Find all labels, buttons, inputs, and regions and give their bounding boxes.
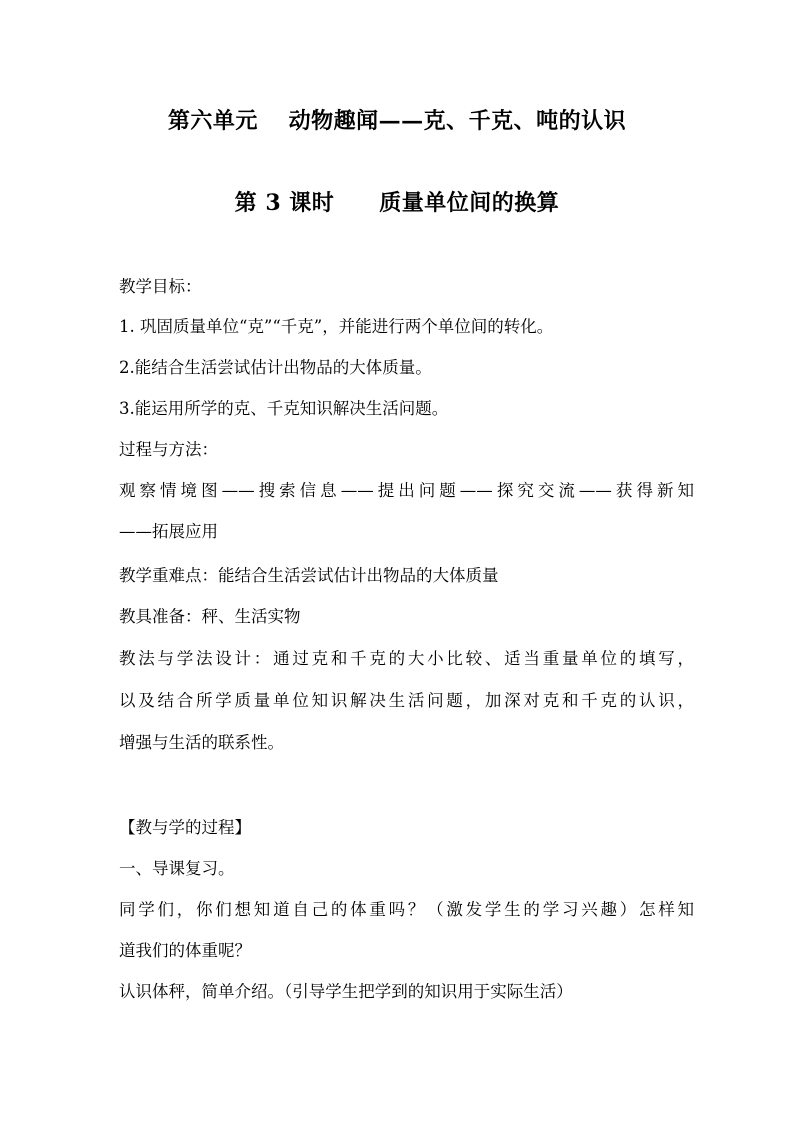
process-method-line-1: 观察情境图——搜索信息——提出问题——探究交流——获得新知: [119, 481, 694, 500]
process-method-line-2: ——拓展应用: [119, 522, 218, 541]
intro-line-1: 同学们，你们想知道自己的体重吗？（激发学生的学习兴趣）怎样知: [119, 900, 694, 919]
process-method-heading: 过程与方法：: [119, 440, 218, 459]
objective-item-1: 1. 巩固质量单位“克”“千克”，并能进行两个单位间的转化。: [119, 317, 554, 336]
method-design-line-2: 以及结合所学质量单位知识解决生活问题，加深对克和千克的认识，: [119, 691, 694, 710]
method-design-line-3: 增强与生活的联系性。: [119, 733, 284, 752]
scale-intro: 认识体秤，简单介绍。（引导学生把学到的知识用于实际生活）: [119, 982, 573, 1001]
process-heading: 【教与学的过程】: [119, 818, 251, 837]
teaching-aids: 教具准备：秤、生活实物: [119, 607, 301, 626]
objectives-heading: 教学目标：: [119, 277, 202, 296]
unit-title: 第六单元 动物趣闻——克、千克、吨的认识: [167, 108, 627, 134]
objective-item-3: 3.能运用所学的克、千克知识解决生活问题。: [119, 399, 449, 418]
method-design-line-1: 教法与学法设计：通过克和千克的大小比较、适当重量单位的填写，: [119, 649, 694, 668]
objective-item-2: 2.能结合生活尝试估计出物品的大体质量。: [119, 358, 432, 377]
intro-line-2: 道我们的体重呢？: [119, 941, 251, 960]
section-one-heading: 一、导课复习。: [119, 859, 235, 878]
lesson-title: 第 3 课时 质量单位间的换算: [234, 190, 560, 216]
key-points: 教学重难点：能结合生活尝试估计出物品的大体质量: [119, 566, 499, 585]
